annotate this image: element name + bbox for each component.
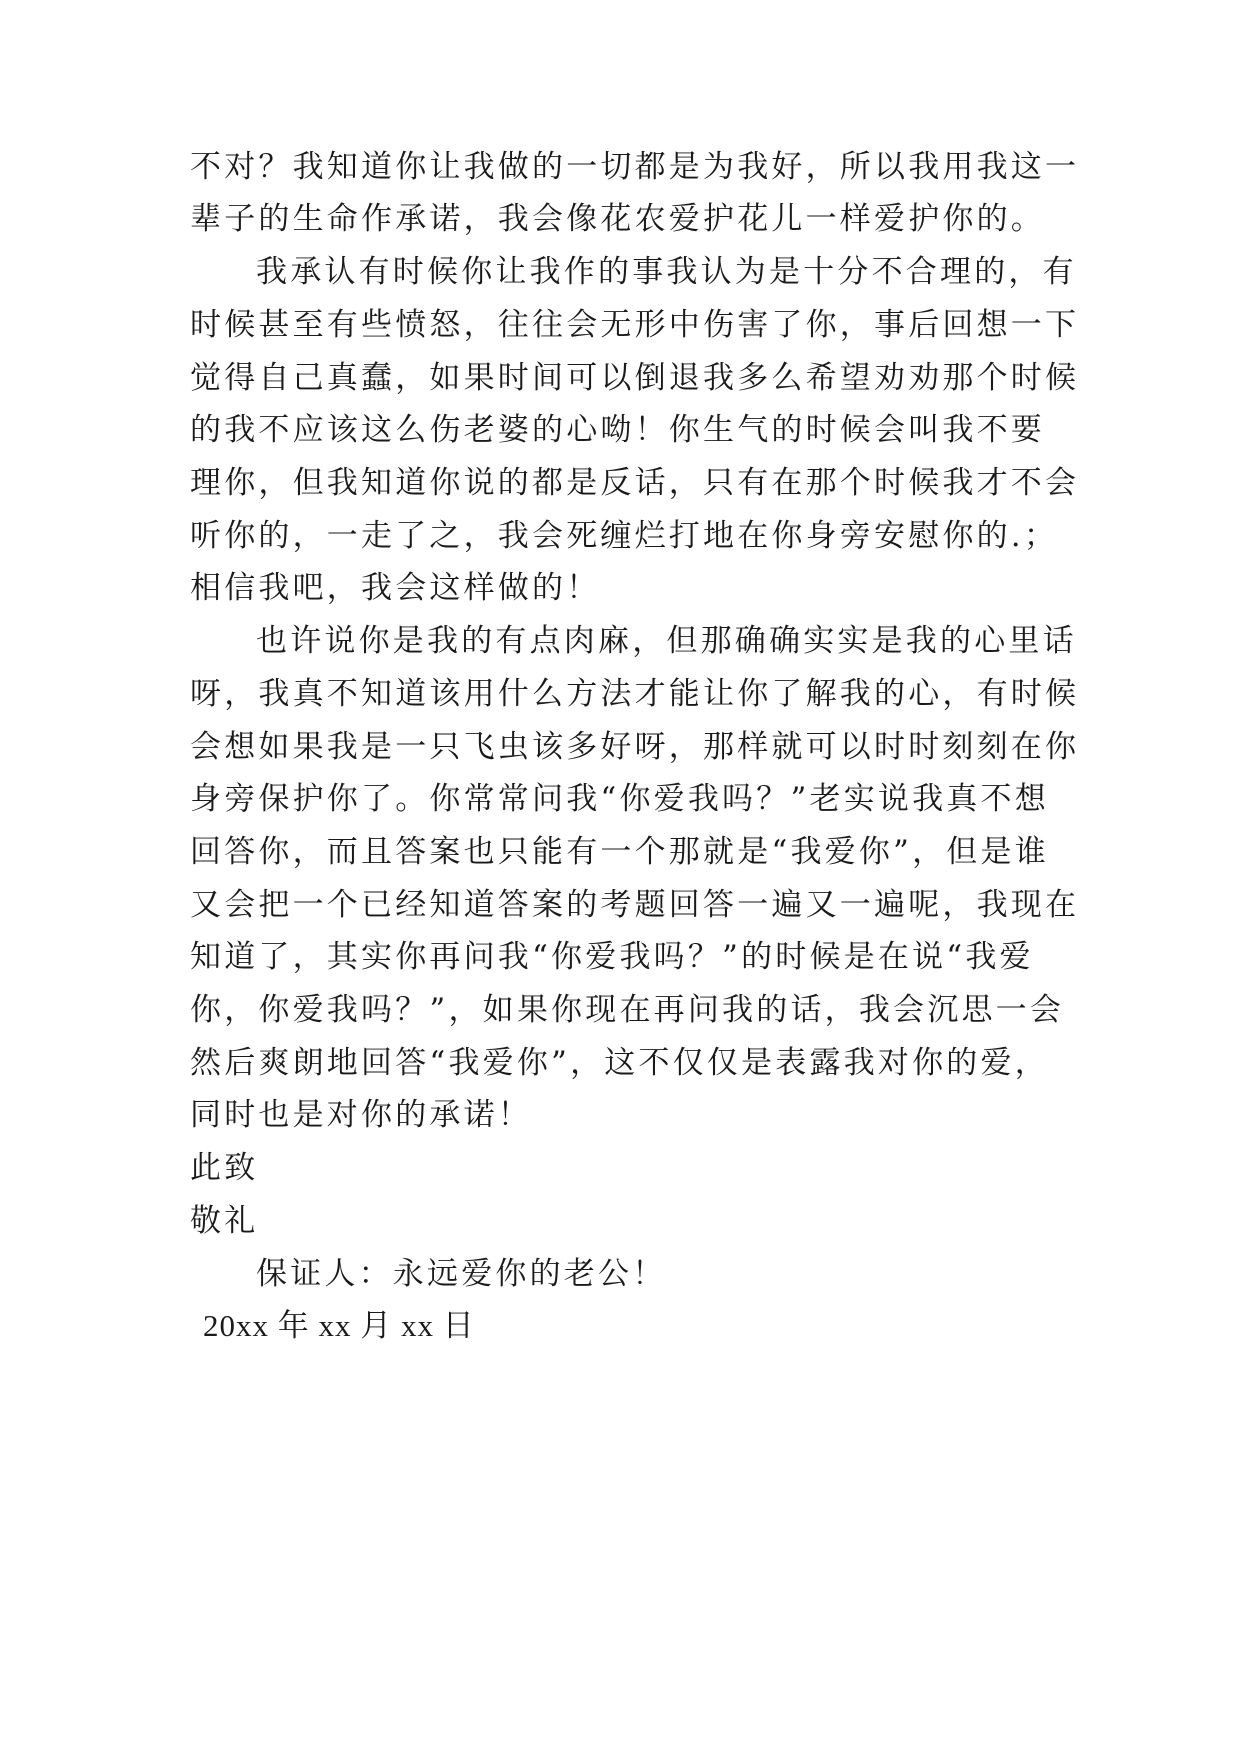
date-line: 20xx 年 xx 月 xx 日 <box>203 1308 475 1343</box>
body-line: 听你的，一走了之，我会死缠烂打地在你身旁安慰你的.； <box>190 518 1059 554</box>
body-line: 知道了，其实你再问我“你爱我吗？”的时候是在说“我爱 <box>190 939 1034 975</box>
paragraph-start-line: 我承认有时候你让我作的事我认为是十分不合理的，有 <box>256 254 1077 290</box>
guarantor-line: 保证人：永远爱你的老公！ <box>256 1256 667 1292</box>
body-line: 然后爽朗地回答“我爱你”，这不仅仅是表露我对你的爱， <box>190 1045 1049 1081</box>
body-line: 回答你，而且答案也只能有一个那就是“我爱你”，但是谁 <box>190 834 1049 870</box>
body-line: 理你，但我知道你说的都是反话，只有在那个时候我才不会 <box>190 465 1080 501</box>
closing-line-2: 敬礼 <box>190 1203 259 1239</box>
body-line: 不对？我知道你让我做的一切都是为我好，所以我用我这一 <box>190 149 1080 185</box>
body-line: 又会把一个已经知道答案的考题回答一遍又一遍呢，我现在 <box>190 887 1080 923</box>
body-line: 会想如果我是一只飞虫该多好呀，那样就可以时时刻刻在你 <box>190 729 1080 765</box>
paragraph-start-line: 也许说你是我的有点肉麻，但那确确实实是我的心里话 <box>256 623 1077 659</box>
body-line: 觉得自己真蠢，如果时间可以倒退我多么希望劝劝那个时候 <box>190 360 1080 396</box>
body-line: 的我不应该这么伤老婆的心呦！你生气的时候会叫我不要 <box>190 412 1045 448</box>
body-line: 相信我吧，我会这样做的！ <box>190 570 601 606</box>
body-line: 辈子的生命作承诺，我会像花农爱护花儿一样爱护你的。 <box>190 201 1045 237</box>
body-line: 时候甚至有些愤怒，往往会无形中伤害了你，事后回想一下 <box>190 307 1080 343</box>
body-line: 呀，我真不知道该用什么方法才能让你了解我的心，有时候 <box>190 676 1080 712</box>
body-line: 身旁保护你了。你常常问我“你爱我吗？”老实说我真不想 <box>190 781 1049 817</box>
body-line: 你，你爱我吗？”，如果你现在再问我的话，我会沉思一会 <box>190 992 1065 1028</box>
body-line: 同时也是对你的承诺！ <box>190 1097 532 1133</box>
closing-line-1: 此致 <box>190 1150 259 1186</box>
